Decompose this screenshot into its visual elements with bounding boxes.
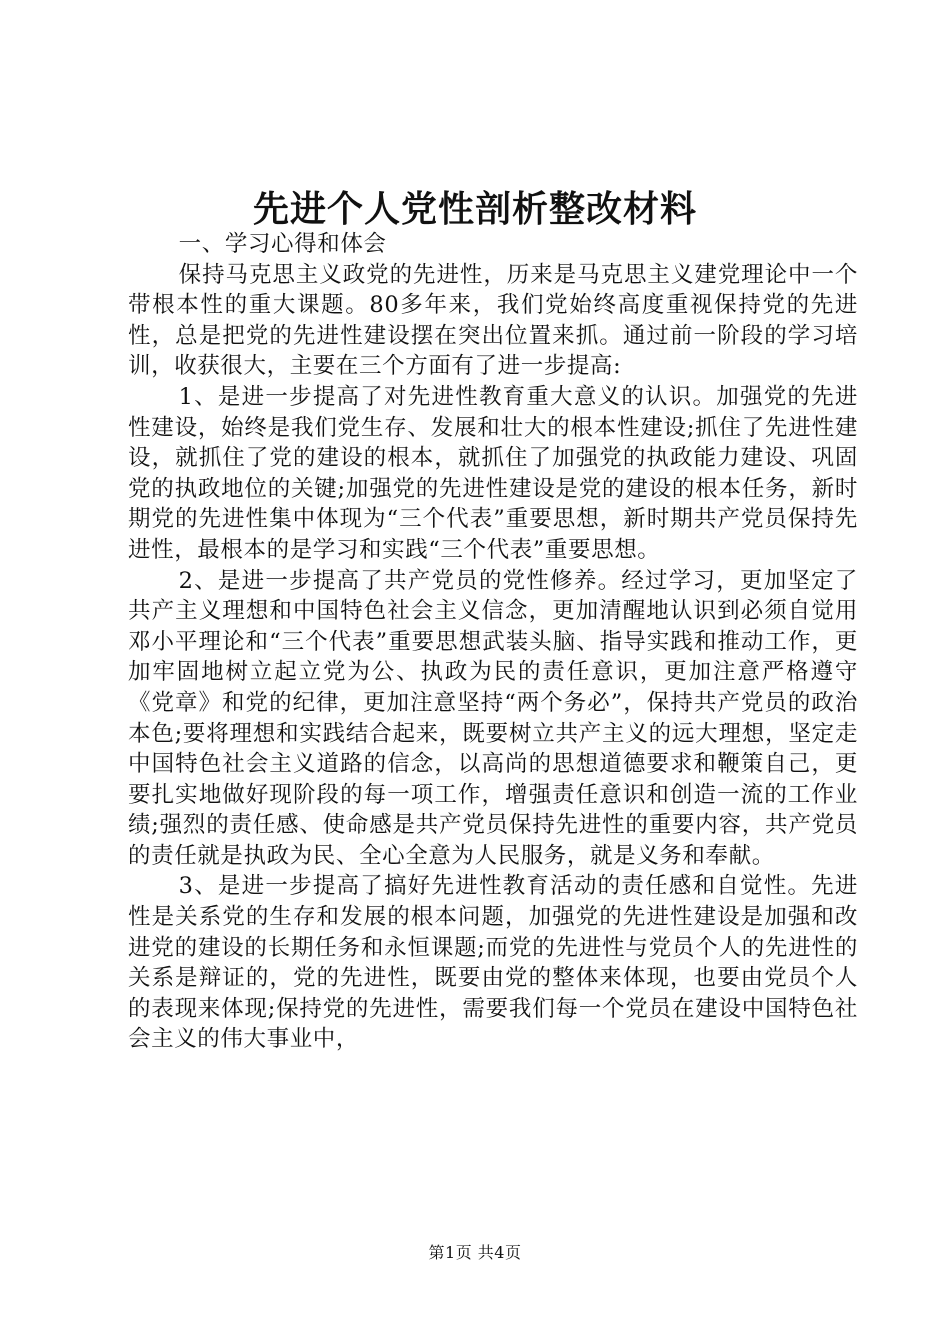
- page-number-footer: 第1页 共4页: [428, 1243, 522, 1262]
- paragraph-point-3: 3、是进一步提高了搞好先进性教育活动的责任感和自觉性。先进性是关系党的生存和发展的根本问题，加强党的先进性建设是加强和改进党的建设的长期任务和永恒课题;而党的先进性与党员个人的先进性的关系是辩证的，党的先进性，既要由党的整体来体现，也要由党员个人的表现来体现;保持党的先进性，需要我们每一个党员在建设中国特色社会主义的伟大事业中，: [128, 873, 858, 1053]
- document-body: [128, 206, 858, 1055]
- paragraph-point-1: 1、是进一步提高了对先进性教育重大意义的认识。加强党的先进性建设，始终是我们党生存、发展和壮大的根本性建设;抓住了先进性建设，就抓住了党的建设的根本，就抓住了加强党的执政能力建设、巩固党的执政地位的关键;加强党的先进性建设是党的建设的根本任务，新时期党的先进性集中体现为“三个代表”重要思想，新时期共产党员保持先进性，最根本的是学习和实践“三个代表”重要思想。: [128, 383, 858, 563]
- paragraph-intro: 保持马克思主义政党的先进性，历来是马克思主义建党理论中一个带根本性的重大课题。80多年来，我们党始终高度重视保持党的先进性，总是把党的先进性建设摆在突出位置来抓。通过前一阶段的学习培训，收获很大，主要在三个方面有了进一步提高:: [128, 261, 858, 380]
- document-title: 先进个人党性剖析整改材料: [252, 188, 697, 230]
- paragraph-point-2: 2、是进一步提高了共产党员的党性修养。经过学习，更加坚定了共产主义理想和中国特色社会主义信念，更加清醒地认识到必须自觉用邓小平理论和“三个代表”重要思想武装头脑、指导实践和推动工作，更加牢固地树立起立党为公、执政为民的责任意识，更加注意严格遵守《党章》和党的纪律，更加注意坚持“两个务必”，保持共产党员的政治本色;要将理想和实践结合起来，既要树立共产主义的远大理想，坚定走中国特色社会主义道路的信念，以高尚的思想道德要求和鞭策自己，更要扎实地做好现阶段的每一项工作，增强责任意识和创造一流的工作业绩;强烈的责任感、使命感是共产党员保持先进性的重要内容，共产党员的责任就是执政为民、全心全意为人民服务，就是义务和奉献。: [128, 567, 858, 869]
- section-heading: 一、学习心得和体会: [178, 231, 387, 257]
